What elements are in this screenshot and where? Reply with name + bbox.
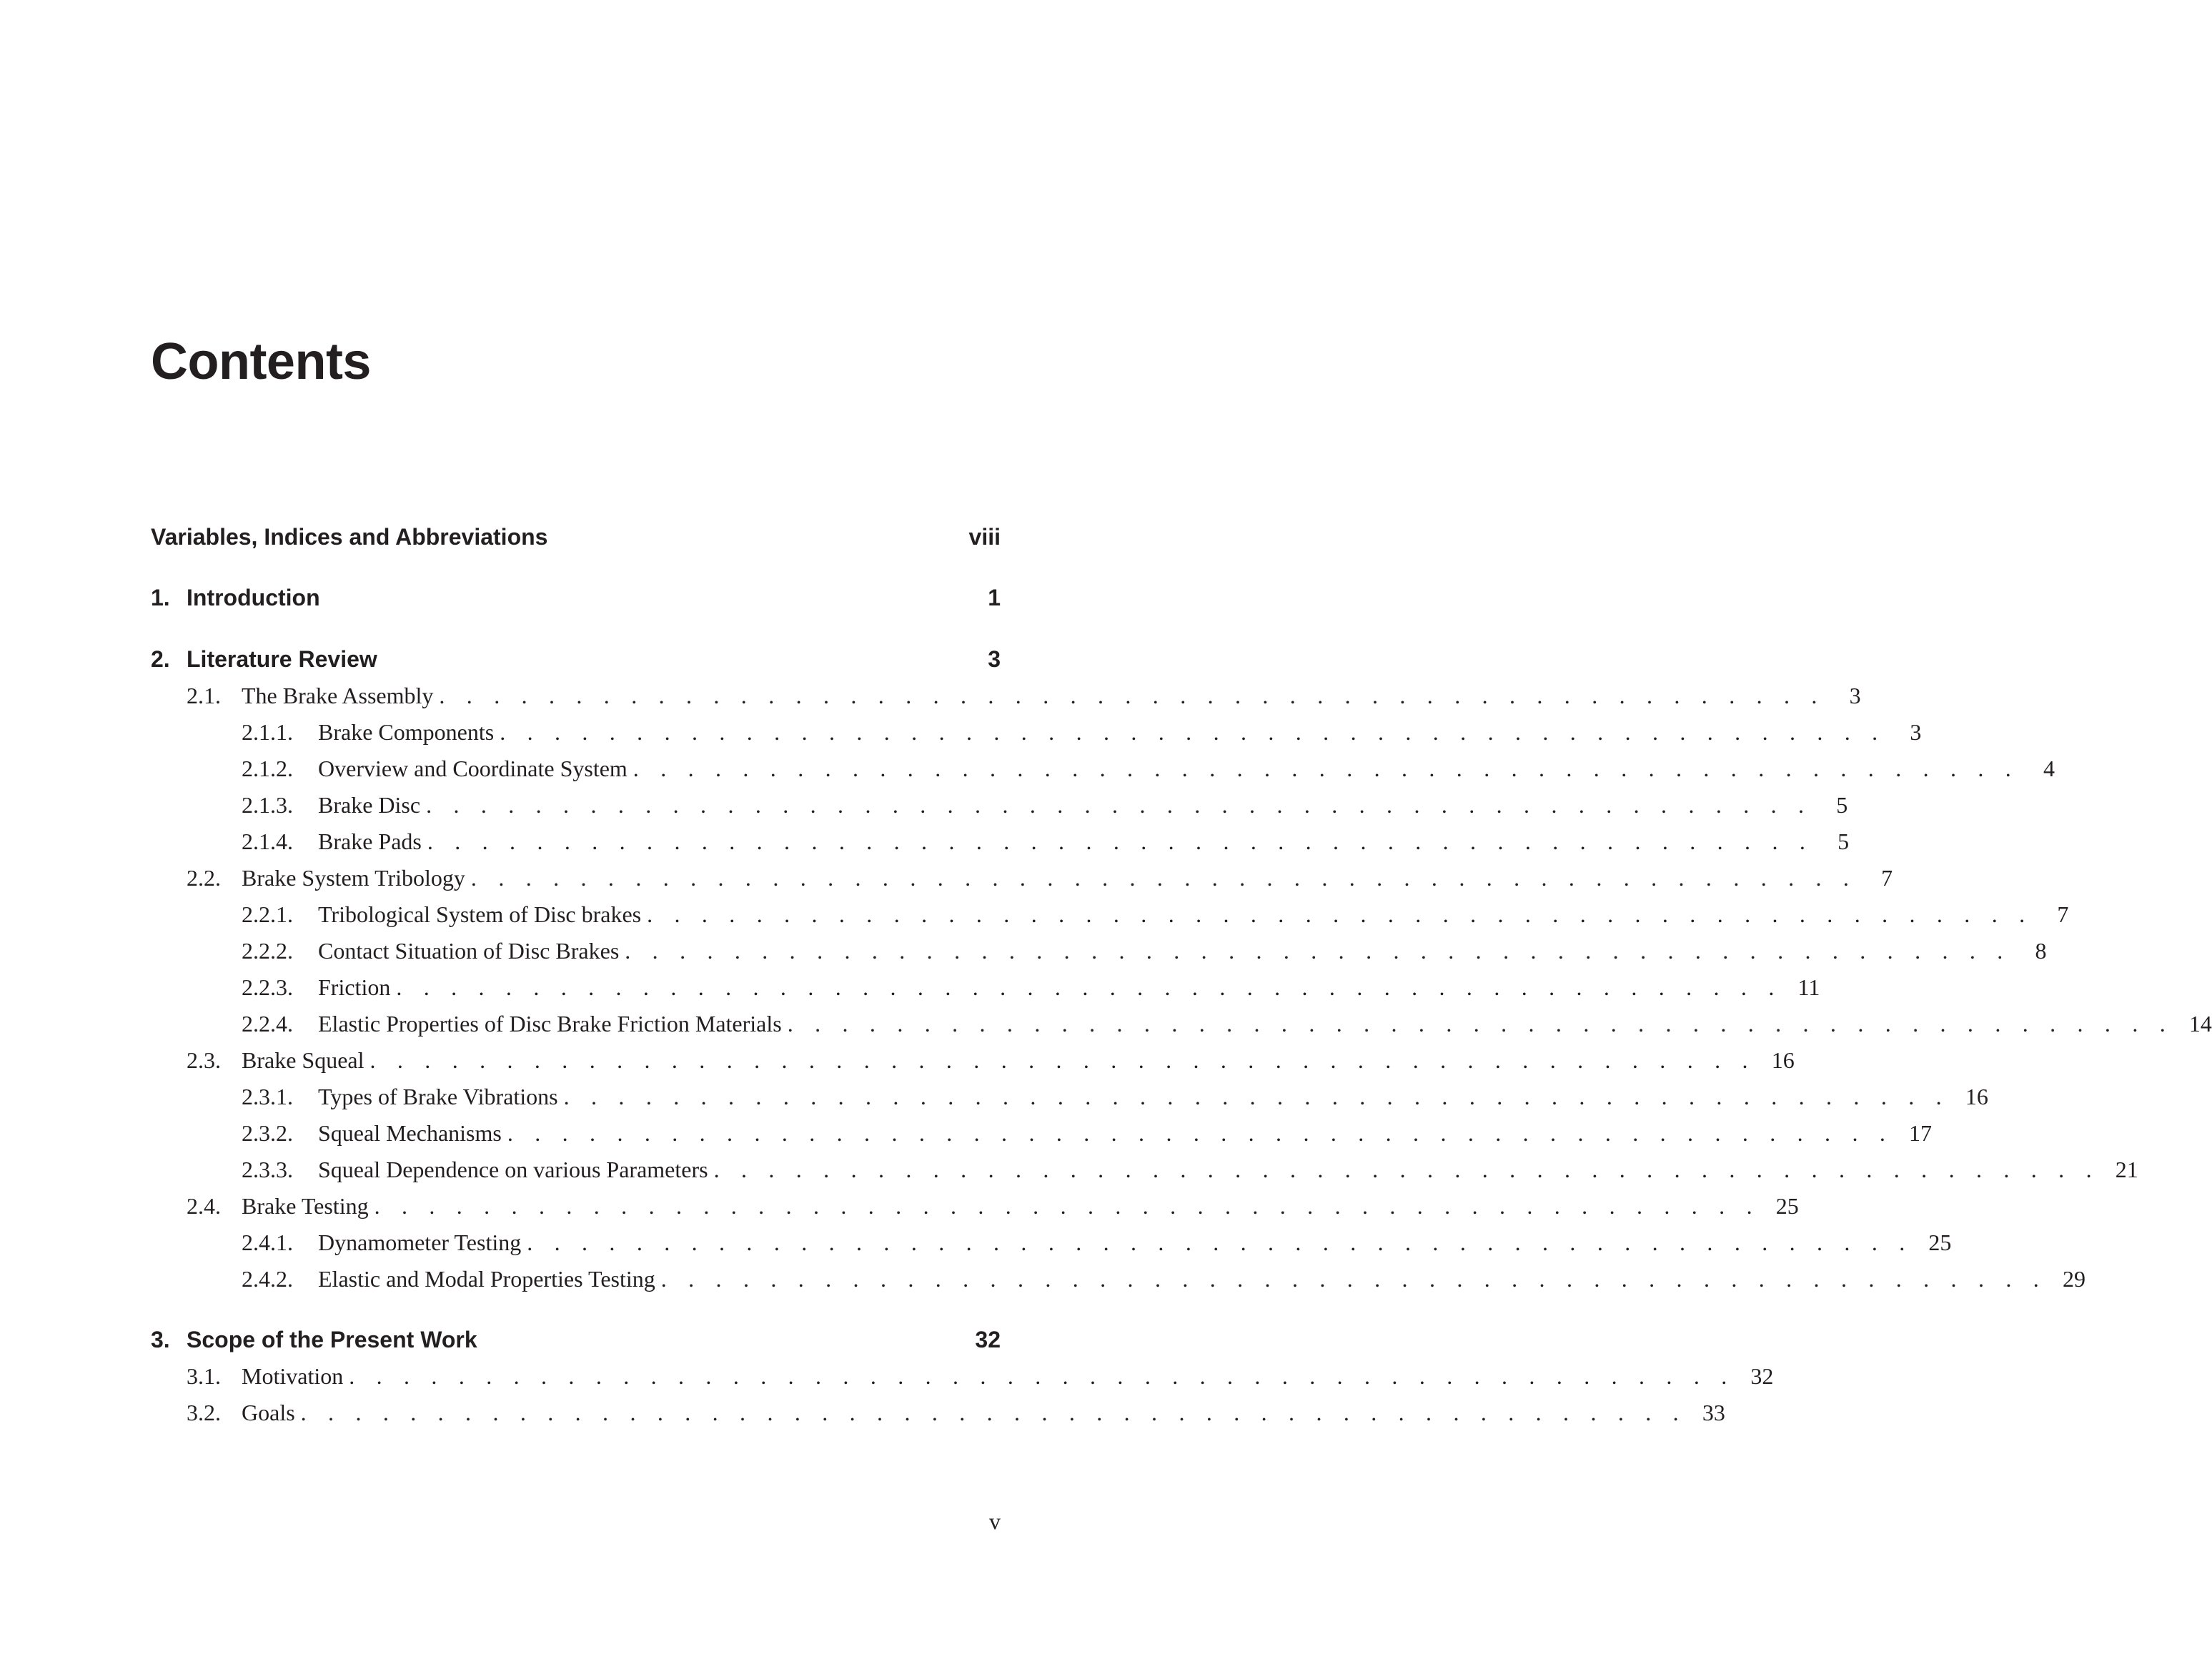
toc-entry-title: Squeal Dependence on various Parameters (318, 1157, 708, 1182)
toc-entry-page: 33 (1702, 1400, 1725, 1425)
toc-entry-page: 5 (1837, 828, 1850, 854)
toc-entry-page: 16 (1771, 1047, 1795, 1073)
toc-entry-subsection[interactable] (151, 756, 2055, 791)
toc-entry-number: 2.2.1. (242, 901, 293, 927)
dot-leader: . . . . . . . . . . . . . . . . . . . . . . . . . . . . . . . . . . . . . . . . . . . . . . . . . . . (396, 974, 1782, 1000)
toc-entry-subsection[interactable] (151, 1230, 1952, 1265)
dot-leader: . . . . . . . . . . . . . . . . . . . . . . . . . . . . . . . . . . . . . . . . . . . . . . . . . . . (625, 938, 2011, 964)
dot-leader: . . . . . . . . . . . . . . . . . . . . . . . . . . . . . . . . . . . . . . . . . . . . . . . . . . . (713, 1157, 2100, 1182)
toc-entry-title: Motivation (242, 1363, 344, 1389)
toc-entry-page: 4 (2043, 756, 2055, 781)
toc-entry-title: Dynamometer Testing (318, 1230, 522, 1255)
toc-entry-chapter[interactable] (151, 585, 1001, 620)
toc-entry-title: Scope of the Present Work (187, 1327, 477, 1352)
toc-entry-title: Elastic Properties of Disc Brake Friction Materials (318, 1011, 782, 1037)
dot-leader: . . . . . . . . . . . . . . . . . . . . . . . . . . . . . . . . . . . . . . . . . . . . . . . . . . . (370, 1047, 1756, 1073)
toc-entry-subsection[interactable] (151, 719, 1922, 755)
toc-entry-subsection[interactable] (151, 901, 2069, 937)
toc-entry-section[interactable] (151, 1363, 1774, 1399)
page-number: v (989, 1508, 1001, 1534)
toc-entry-number: 3.2. (187, 1400, 221, 1425)
toc-entry-title: Squeal Mechanisms (318, 1120, 502, 1146)
toc-entry-title: Contact Situation of Disc Brakes (318, 938, 620, 964)
toc-entry-number: 2.1.3. (242, 792, 293, 818)
toc-entry-page: 21 (2115, 1157, 2138, 1182)
dot-leader: . . . . . . . . . . . . . . . . . . . . . . . . . . . . . . . . . . . . . . . . . . . . . . . . . . . (507, 1120, 1894, 1146)
toc-entry-page: 11 (1797, 974, 1820, 1000)
toc-entry-page: 17 (1909, 1120, 1933, 1146)
toc-entry-page: 7 (1881, 865, 1893, 891)
dot-leader: . . . . . . . . . . . . . . . . . . . . . . . . . . . . . . . . . . . . . . . . . . . . . . . . . . . (470, 865, 1858, 891)
toc-entry-section[interactable] (151, 1047, 1795, 1083)
toc-entry-number: 2.2.4. (242, 1011, 293, 1037)
toc-entry-page: 3 (988, 646, 1001, 672)
toc-entry-page: 29 (2062, 1266, 2085, 1292)
toc-entry-number: 2.1. (187, 683, 221, 708)
toc-entry-title: Brake Components (318, 719, 495, 745)
toc-entry-number: 3.1. (187, 1363, 221, 1389)
toc-entry-number: 2.1.4. (242, 828, 293, 854)
dot-leader: . . . . . . . . . . . . . . . . . . . . . . . . . . . . . . . . . . . . . . . . . . . . . . . . . . . (349, 1363, 1735, 1389)
toc-entry-number: 3. (151, 1327, 170, 1352)
toc-entry-subsection[interactable] (151, 1120, 1933, 1156)
toc-entry-section[interactable] (151, 1193, 1799, 1229)
toc-entry-number: 2.1.2. (242, 756, 293, 781)
toc-entry-number: 2.4.1. (242, 1230, 293, 1255)
page-title: Contents (151, 333, 371, 390)
toc-entry-title: Brake Testing (242, 1193, 369, 1219)
toc-entry-number: 2.2. (187, 865, 221, 891)
toc-entry-page: 3 (1849, 683, 1861, 708)
dot-leader: . . . . . . . . . . . . . . . . . . . . . . . . . . . . . . . . . . . . . . . . . . . . . . . . . . . (787, 1011, 2173, 1037)
toc-entry-title: Elastic and Modal Properties Testing (318, 1266, 655, 1292)
toc-entry-title: Friction (318, 974, 391, 1000)
toc-entry-page: 5 (1836, 792, 1848, 818)
toc-entry-section[interactable] (151, 683, 1861, 718)
toc-entry-title: Goals (242, 1400, 295, 1425)
toc-entry-title: Tribological System of Disc brakes (318, 901, 642, 927)
toc-entry-title: Overview and Coordinate System (318, 756, 628, 781)
toc-entry-subsection[interactable] (151, 1157, 2138, 1192)
toc-entry-page: 25 (1775, 1193, 1799, 1219)
dot-leader: . . . . . . . . . . . . . . . . . . . . . . . . . . . . . . . . . . . . . . . . . . . . . . . . . . . (427, 828, 1814, 854)
toc-entry-subsection[interactable] (151, 828, 1850, 864)
toc-entry-subsection[interactable] (151, 974, 1820, 1010)
toc-entry-page: 1 (988, 585, 1001, 610)
toc-entry-subsection[interactable] (151, 1266, 2085, 1302)
toc-entry-page: 32 (975, 1327, 1001, 1352)
toc-entry-subsection[interactable] (151, 938, 2047, 974)
toc-entry-subsection[interactable] (151, 792, 1848, 828)
toc-entry-title: Brake Disc (318, 792, 421, 818)
toc-entry-title: Literature Review (187, 646, 377, 672)
toc-entry-subsection[interactable] (151, 1084, 1988, 1119)
toc-entry-page: viii (968, 524, 1001, 550)
toc-entry-page: 14 (2188, 1011, 2212, 1037)
toc-entry-title: Types of Brake Vibrations (318, 1084, 558, 1109)
toc-entry-title: The Brake Assembly (242, 683, 434, 708)
toc-entry-page: 32 (1750, 1363, 1774, 1389)
toc-entry-number: 2. (151, 646, 170, 672)
toc-entry-chapter[interactable] (151, 646, 1001, 682)
toc-entry-number: 2.3. (187, 1047, 221, 1073)
toc-entry-section[interactable] (151, 865, 1893, 901)
toc-entry-number: 2.1.1. (242, 719, 293, 745)
toc-entry-title: Brake System Tribology (242, 865, 465, 891)
toc-entry-section[interactable] (151, 1400, 1725, 1435)
toc-entry-subsection[interactable] (151, 1011, 2212, 1047)
toc-entry-page: 25 (1928, 1230, 1952, 1255)
toc-entry-number: 2.3.1. (242, 1084, 293, 1109)
toc-entry-title: Variables, Indices and Abbreviations (151, 524, 548, 550)
toc-entry-chapter[interactable] (151, 1327, 1001, 1362)
toc-entry-page: 8 (2035, 938, 2047, 964)
toc-entry-page: 3 (1910, 719, 1922, 745)
toc-entry-page: 16 (1965, 1084, 1988, 1109)
dot-leader: . . . . . . . . . . . . . . . . . . . . . . . . . . . . . . . . . . . . . . . . . . . . . . . . . . . (439, 683, 1825, 708)
toc-entry-number: 2.3.2. (242, 1120, 293, 1146)
toc-entry-number: 2.2.2. (242, 938, 293, 964)
toc-entry-chapter[interactable] (151, 524, 1001, 560)
dot-leader: . . . . . . . . . . . . . . . . . . . . . . . . . . . . . . . . . . . . . . . . . . . . . . . . . . . (633, 756, 2019, 781)
toc-entry-page: 7 (2057, 901, 2069, 927)
toc-entry-number: 2.4. (187, 1193, 221, 1219)
toc-entry-number: 2.2.3. (242, 974, 293, 1000)
dot-leader: . . . . . . . . . . . . . . . . . . . . . . . . . . . . . . . . . . . . . . . . . . . . . . . . . . . (660, 1266, 2047, 1292)
dot-leader: . . . . . . . . . . . . . . . . . . . . . . . . . . . . . . . . . . . . . . . . . . . . . . . . . . . (527, 1230, 1913, 1255)
dot-leader: . . . . . . . . . . . . . . . . . . . . . . . . . . . . . . . . . . . . . . . . . . . . . . . . . . . (300, 1400, 1687, 1425)
dot-leader: . . . . . . . . . . . . . . . . . . . . . . . . . . . . . . . . . . . . . . . . . . . . . . . . . . . (426, 792, 1812, 818)
dot-leader: . . . . . . . . . . . . . . . . . . . . . . . . . . . . . . . . . . . . . . . . . . . . . . . . . . . (500, 719, 1886, 745)
toc-entry-title: Introduction (187, 585, 320, 610)
dot-leader: . . . . . . . . . . . . . . . . . . . . . . . . . . . . . . . . . . . . . . . . . . . . . . . . . . . (563, 1084, 1950, 1109)
toc-entry-number: 1. (151, 585, 170, 610)
toc-entry-number: 2.3.3. (242, 1157, 293, 1182)
dot-leader: . . . . . . . . . . . . . . . . . . . . . . . . . . . . . . . . . . . . . . . . . . . . . . . . . . . (374, 1193, 1760, 1219)
toc-entry-title: Brake Pads (318, 828, 422, 854)
dot-leader: . . . . . . . . . . . . . . . . . . . . . . . . . . . . . . . . . . . . . . . . . . . . . . . . . . . (647, 901, 2033, 927)
toc-entry-title: Brake Squeal (242, 1047, 364, 1073)
toc-entry-number: 2.4.2. (242, 1266, 293, 1292)
